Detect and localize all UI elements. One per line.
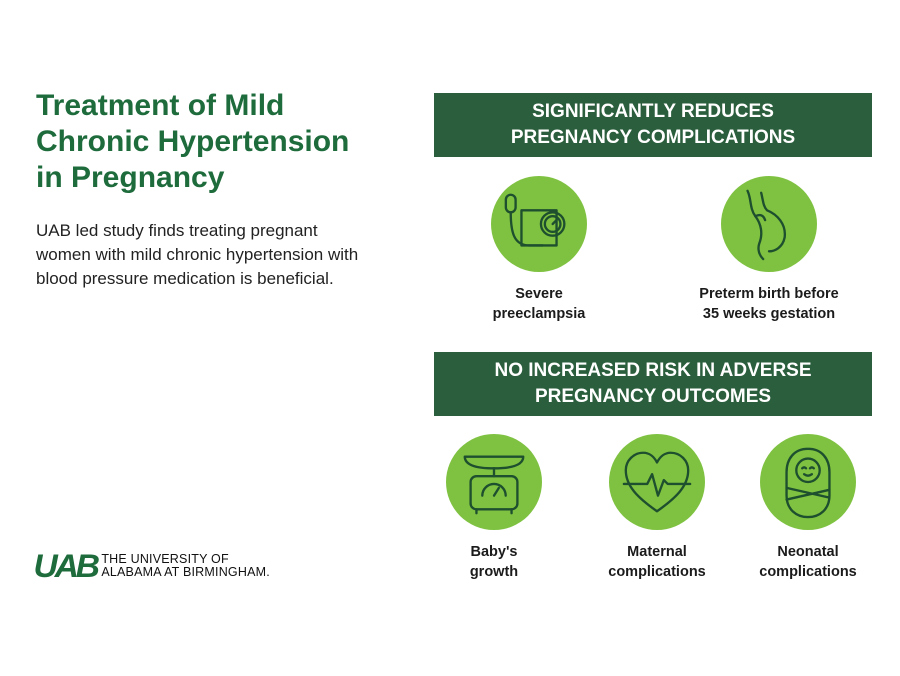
logo-text-line: THE UNIVERSITY OF bbox=[101, 552, 229, 566]
logo-text-line: ALABAMA AT BIRMINGHAM. bbox=[101, 565, 270, 579]
uab-logo-mark: UAB bbox=[33, 548, 97, 584]
heartbeat-icon bbox=[618, 443, 696, 521]
section-banner-no-increased-risk bbox=[434, 352, 872, 416]
outcome-label bbox=[718, 542, 898, 582]
title-line: Chronic Hypertension bbox=[36, 125, 350, 158]
uab-logo bbox=[35, 550, 270, 582]
label-line: Preterm birth before bbox=[699, 286, 839, 302]
pregnant-silhouette-icon bbox=[730, 185, 808, 263]
label-line: Severe bbox=[515, 286, 563, 302]
banner-line: PREGNANCY OUTCOMES bbox=[534, 386, 772, 407]
label-line: complications bbox=[608, 564, 706, 580]
outcome-label bbox=[404, 542, 584, 582]
label-line: growth bbox=[469, 564, 519, 580]
label-line: Maternal bbox=[627, 544, 687, 560]
swaddled-baby-icon bbox=[769, 443, 847, 521]
outcome-label bbox=[679, 284, 859, 324]
outcome-item-baby-growth bbox=[404, 434, 584, 582]
icon-circle bbox=[760, 434, 856, 530]
icon-circle bbox=[609, 434, 705, 530]
outcome-item-preeclampsia bbox=[449, 176, 629, 324]
outcome-item-preterm-birth bbox=[679, 176, 859, 324]
uab-logo-text bbox=[101, 553, 270, 579]
outcome-label bbox=[449, 284, 629, 324]
banner-line: NO INCREASED RISK IN ADVERSE bbox=[494, 360, 812, 381]
intro-text: UAB led study finds treating pregnant women with mild chronic hypertension with blood pressure medication is beneficial. bbox=[36, 221, 359, 288]
label-line: 35 weeks gestation bbox=[702, 306, 836, 322]
label-line: Neonatal bbox=[777, 544, 839, 560]
section-banner-reduces bbox=[434, 93, 872, 157]
banner-line: PREGNANCY COMPLICATIONS bbox=[510, 127, 796, 148]
icon-circle bbox=[721, 176, 817, 272]
banner-line: SIGNIFICANTLY REDUCES bbox=[532, 101, 774, 122]
blood-pressure-cuff-icon bbox=[500, 185, 578, 263]
outcome-item-neonatal-complications bbox=[718, 434, 898, 582]
title-line: Treatment of Mild bbox=[36, 89, 285, 122]
label-line: complications bbox=[759, 564, 857, 580]
icon-circle bbox=[491, 176, 587, 272]
baby-scale-icon bbox=[455, 443, 533, 521]
title-line: in Pregnancy bbox=[36, 161, 225, 194]
icon-circle bbox=[446, 434, 542, 530]
label-line: preeclampsia bbox=[492, 306, 586, 322]
page-title bbox=[36, 88, 416, 196]
label-line: Baby's bbox=[470, 544, 518, 560]
